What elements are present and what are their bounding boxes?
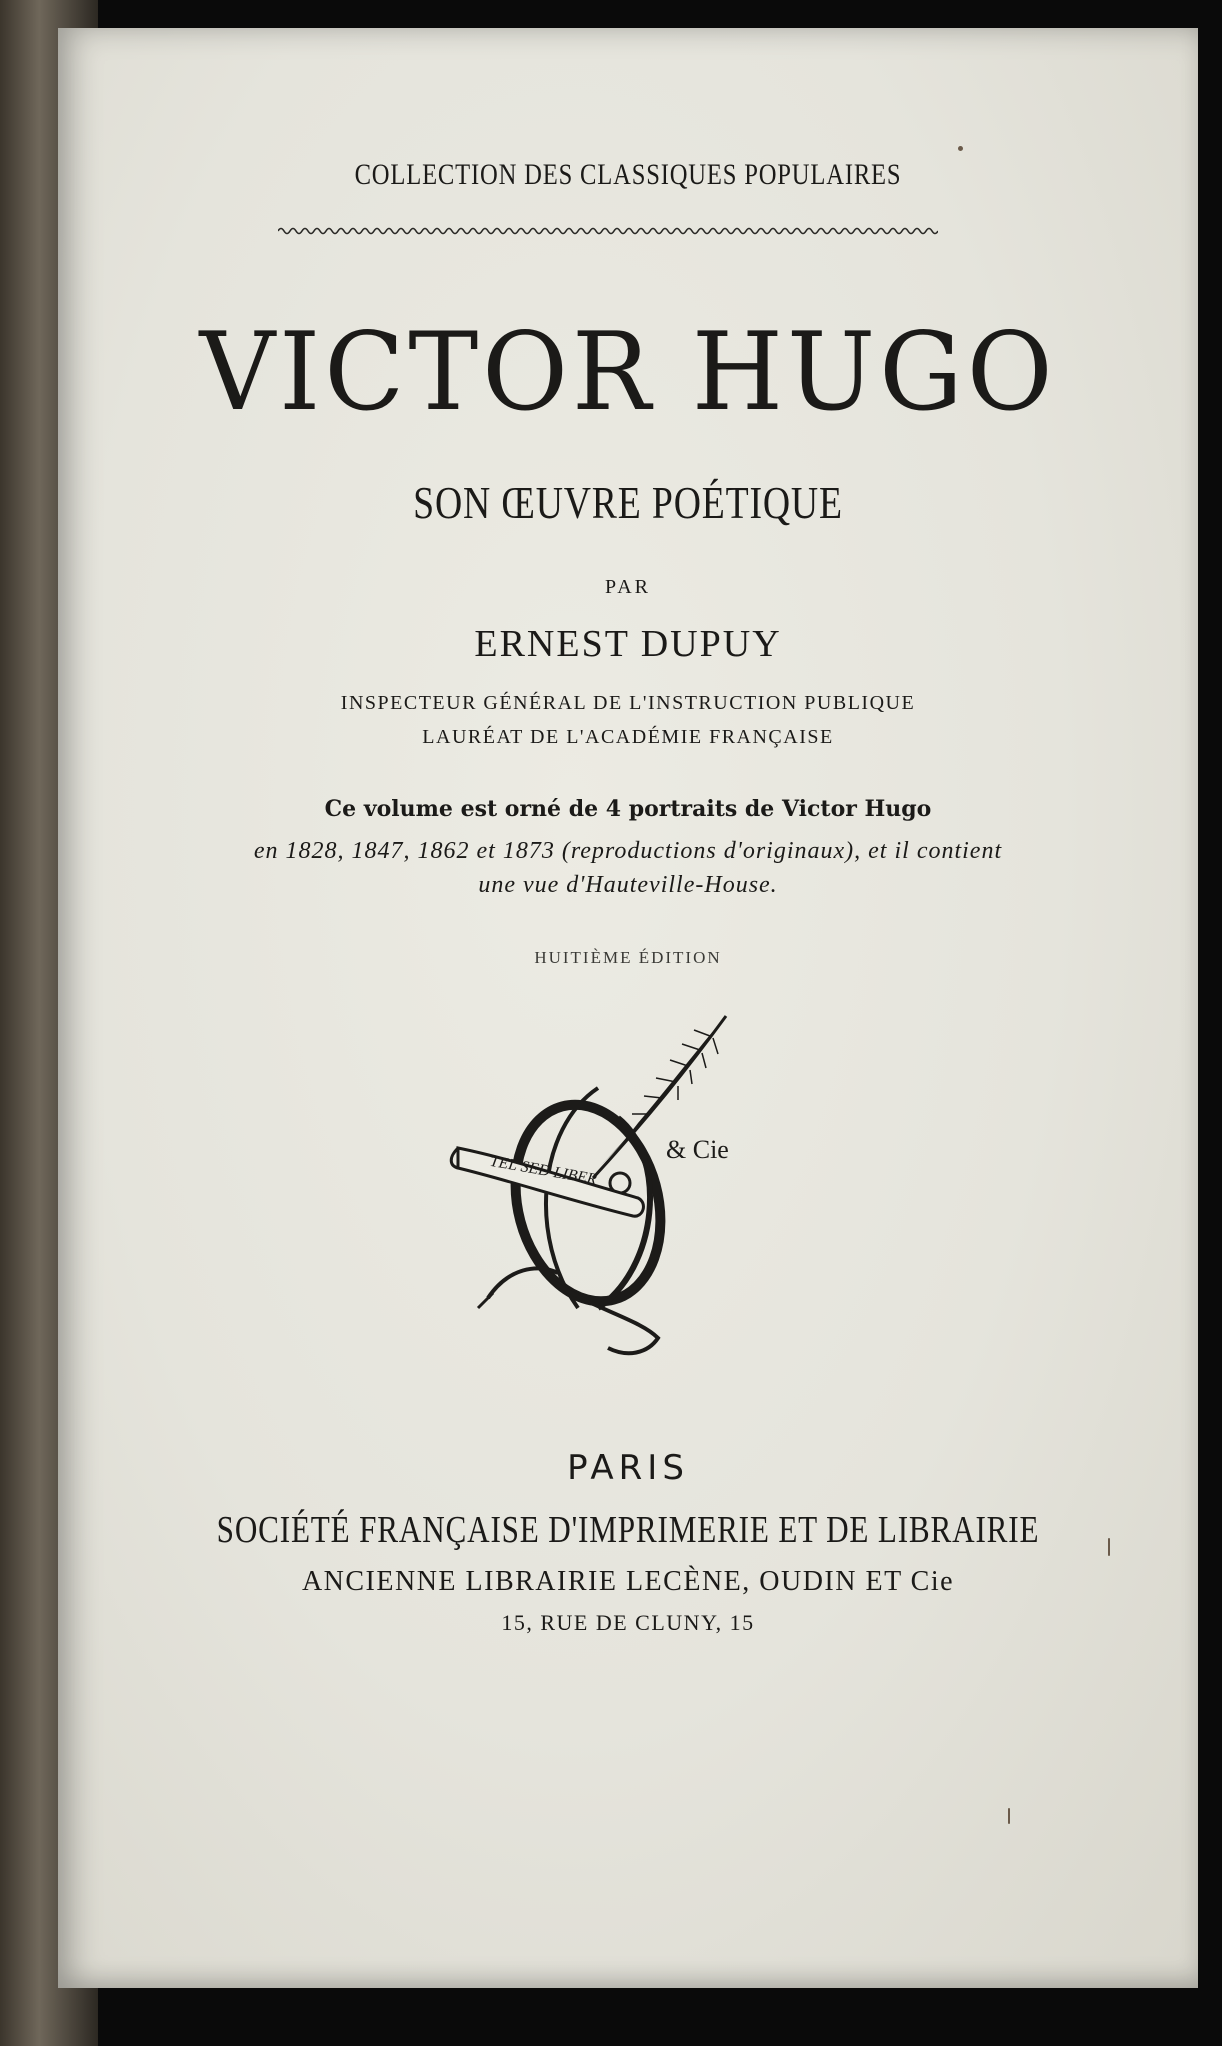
imprint-publisher: SOCIÉTÉ FRANÇAISE D'IMPRIMERIE ET DE LIBRAIRIE: [216, 1509, 1040, 1551]
portraits-line-1: en 1828, 1847, 1862 et 1873 (reproductions d'originaux), et il contient: [253, 838, 1003, 864]
book-title: VICTOR HUGO: [199, 310, 1057, 435]
collection-header: COLLECTION DES CLASSIQUES POPULAIRES: [354, 158, 902, 191]
par-label: PAR: [604, 576, 652, 598]
author-credential-1: INSPECTEUR GÉNÉRAL DE L'INSTRUCTION PUBLIQUE: [340, 692, 916, 714]
paper-speck: [1008, 1808, 1010, 1824]
book-subtitle: SON ŒUVRE POÉTIQUE: [413, 477, 843, 528]
imprint-city: PARIS: [567, 1448, 689, 1488]
emblem-ribbon-text: TEL SED LIBER: [488, 1152, 599, 1189]
edition-label: HUITIÈME ÉDITION: [534, 948, 722, 967]
paper-speck: [958, 146, 963, 151]
volume-description: Ce volume est orné de 4 portraits de Victor Hugo: [324, 796, 932, 822]
wavy-rule-divider: [278, 224, 938, 238]
author-credential-2: LAURÉAT DE L'ACADÉMIE FRANÇAISE: [422, 726, 834, 748]
title-page: [58, 28, 1198, 1988]
emblem-cie-text: & Cie: [666, 1135, 729, 1164]
publisher-emblem-icon: [448, 1008, 778, 1368]
paper-speck: [1108, 1538, 1110, 1556]
author-name: ERNEST DUPUY: [474, 623, 782, 665]
imprint-former-name: ANCIENNE LIBRAIRIE LECÈNE, OUDIN ET Cie: [301, 1566, 955, 1597]
imprint-address: 15, RUE DE CLUNY, 15: [501, 1610, 755, 1635]
portraits-line-2: une vue d'Hauteville-House.: [478, 872, 778, 898]
